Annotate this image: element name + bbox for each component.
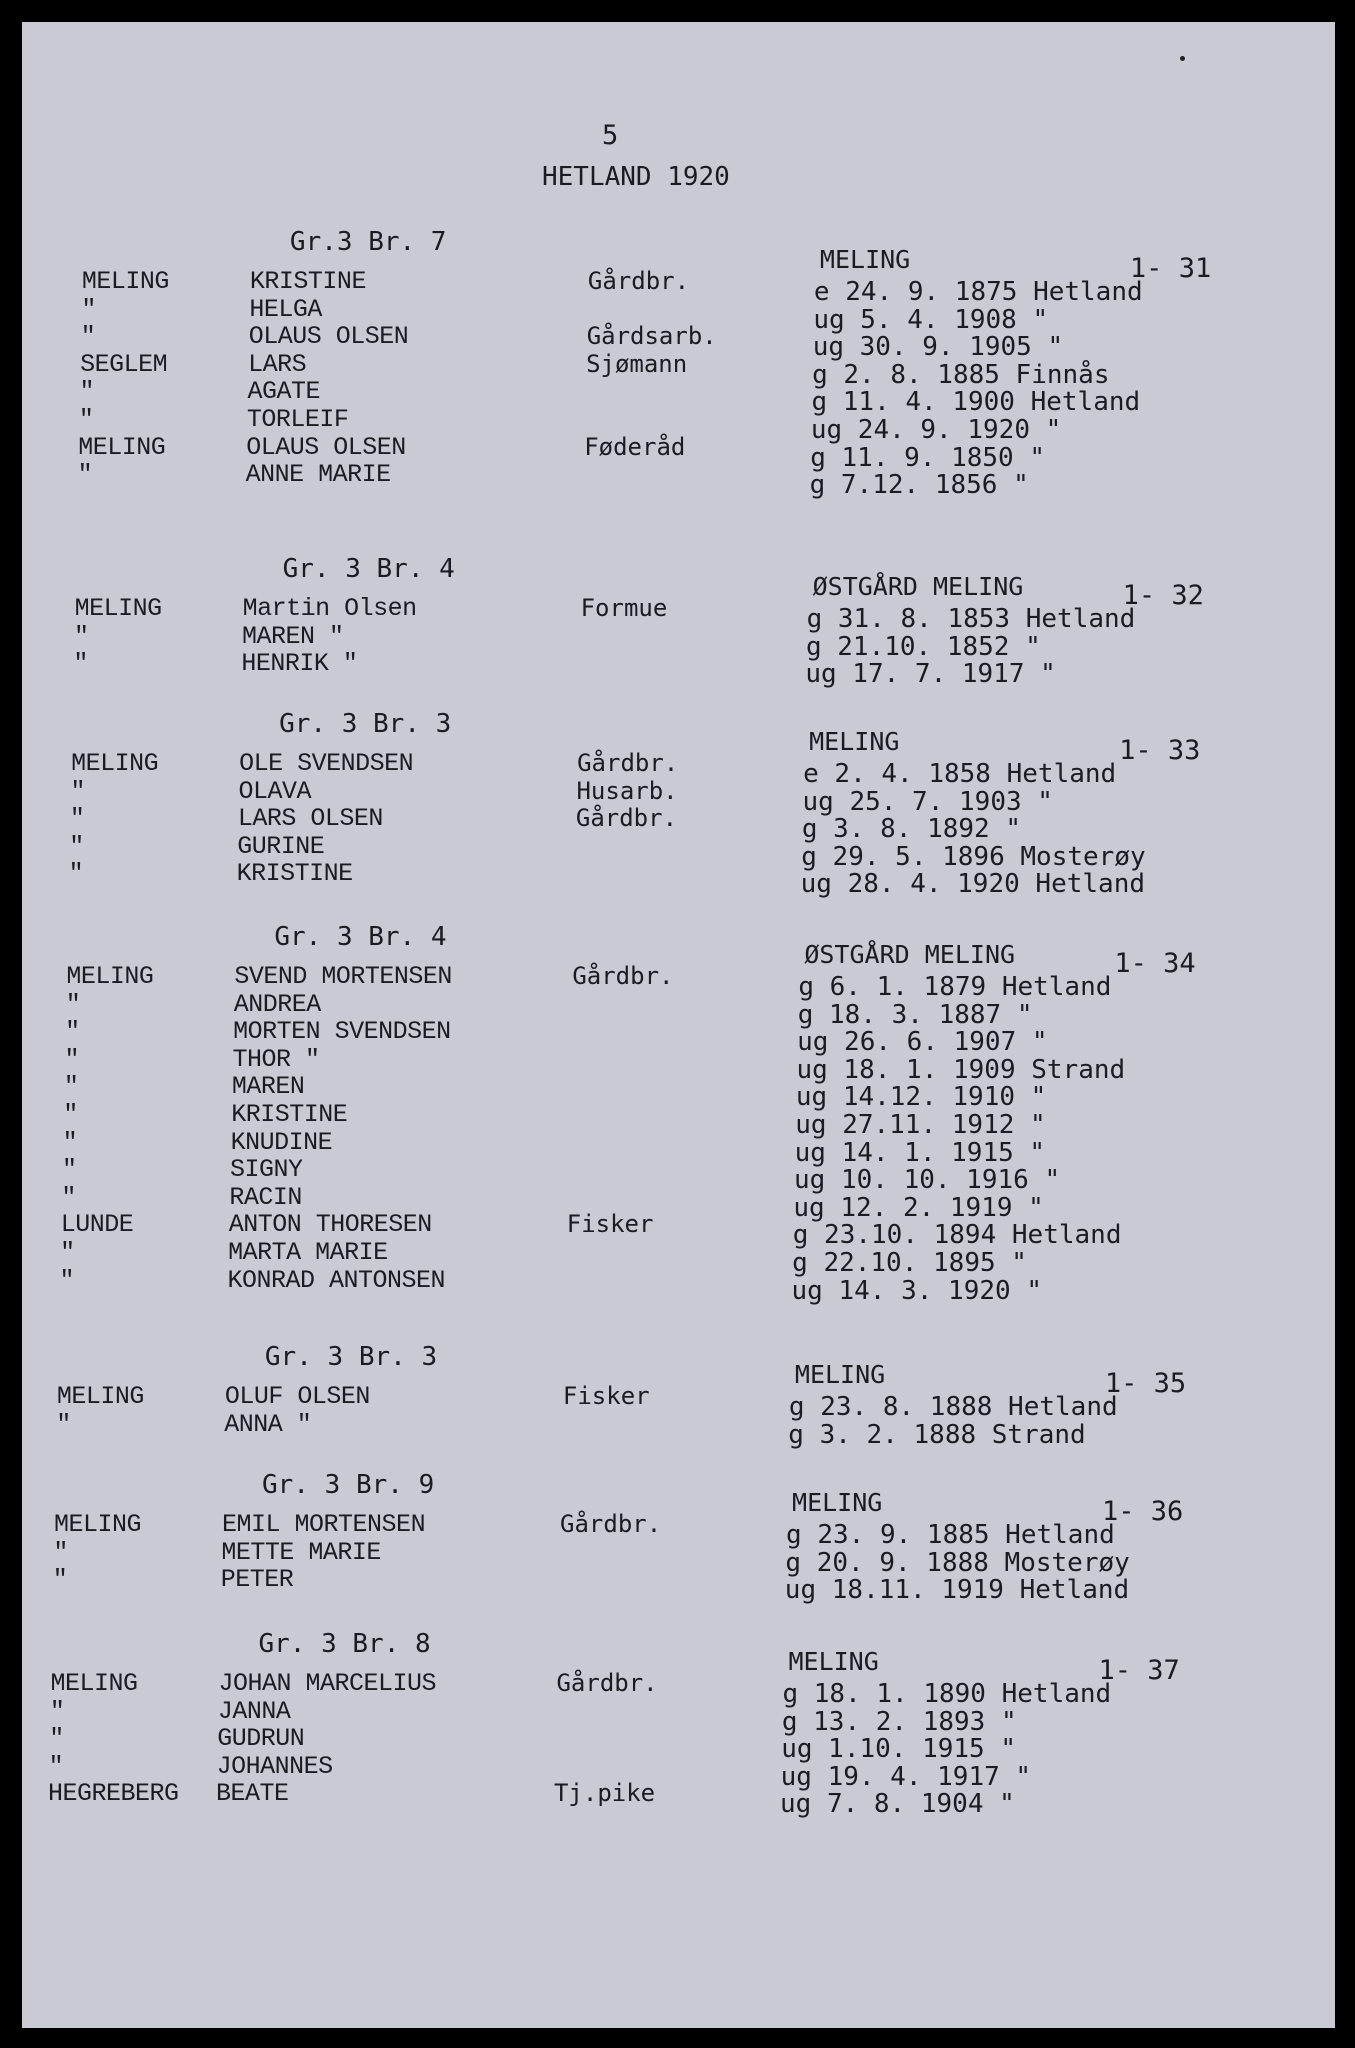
given-name: ANTON THORESEN — [228, 1210, 432, 1240]
birth-date: g 23.10. 1894 Hetland — [792, 1220, 1122, 1251]
household-number: 1- 32 — [1122, 580, 1204, 611]
surname: " — [52, 1565, 68, 1595]
surname: HEGREBERG — [47, 1779, 179, 1809]
birth-date: g 23. 8. 1888 Hetland — [788, 1392, 1118, 1422]
surname: " — [49, 1724, 64, 1754]
group-number: Gr. 3 Br. 4 — [282, 554, 455, 584]
given-name: ANDREA — [233, 989, 321, 1019]
surname: " — [62, 1127, 78, 1157]
occupation: Formue — [580, 594, 668, 622]
given-name: MORTEN SVENDSEN — [233, 1017, 451, 1047]
surname: " — [60, 1238, 75, 1267]
household-number: 1- 31 — [1129, 253, 1212, 284]
birth-date: ug 28. 4. 1920 Hetland — [800, 869, 1145, 900]
occupation: Gårdbr. — [577, 749, 679, 777]
group-number: Gr. 3 Br. 9 — [262, 1470, 435, 1500]
ink-dot — [1180, 56, 1185, 61]
birth-date: ug 30. 9. 1905 " — [812, 332, 1064, 363]
farm-name: MELING — [819, 245, 911, 274]
birth-date: ug 18.11. 1919 Hetland — [784, 1575, 1130, 1606]
surname: " — [63, 1100, 78, 1129]
farm-name: MELING — [792, 1488, 883, 1517]
given-name: HELGA — [249, 294, 322, 324]
given-name: KONRAD ANTONSEN — [227, 1265, 446, 1295]
given-name: EMIL MORTENSEN — [222, 1510, 426, 1539]
given-name: TORLEIF — [246, 405, 349, 434]
group-number: Gr. 3 Br. 8 — [258, 1629, 431, 1659]
birth-date: g 7.12. 1856 " — [809, 470, 1029, 501]
surname: " — [70, 776, 85, 806]
farm-name: ØSTGÅRD MELING — [812, 572, 1024, 601]
birth-date: g 18. 3. 1887 " — [797, 999, 1033, 1030]
occupation: Gårdbr. — [587, 267, 690, 295]
given-name: KNUDINE — [230, 1127, 333, 1157]
birth-date: g 3. 2. 1888 Strand — [788, 1419, 1086, 1450]
occupation: Gårdsarb. — [586, 322, 717, 351]
occupation: Føderåd — [584, 432, 686, 461]
page-number: 5 — [602, 120, 619, 151]
given-name: THOR " — [232, 1044, 320, 1074]
given-name: RACIN — [229, 1182, 302, 1212]
birth-date: g 21.10. 1852 " — [805, 631, 1041, 662]
given-name: SIGNY — [230, 1155, 303, 1185]
given-name: PETER — [220, 1565, 294, 1595]
group-number: Gr. 3 Br. 4 — [274, 922, 447, 952]
given-name: KRISTINE — [231, 1100, 348, 1129]
surname: " — [69, 831, 84, 861]
surname: MELING — [50, 1669, 138, 1698]
given-name: SVEND MORTENSEN — [234, 962, 452, 991]
given-name: MAREN " — [241, 621, 344, 651]
surname: " — [62, 1155, 77, 1185]
surname: MELING — [78, 432, 166, 462]
given-name: AGATE — [247, 377, 320, 407]
farm-name: MELING — [788, 1647, 879, 1676]
surname: " — [61, 1182, 76, 1212]
given-name: KRISTINE — [236, 859, 353, 889]
birth-date: g 20. 9. 1888 Mosterøy — [785, 1547, 1130, 1578]
given-name: LARS — [248, 349, 307, 379]
surname: " — [73, 649, 88, 679]
surname: SEGLEM — [80, 349, 168, 379]
group-number: Gr.3 Br. 7 — [289, 227, 447, 257]
surname: " — [48, 1751, 64, 1781]
page-title: HETLAND 1920 — [542, 162, 730, 192]
birth-date: ug 18. 1. 1909 Strand — [796, 1054, 1126, 1085]
birth-date: ug 19. 4. 1917 " — [780, 1761, 1032, 1792]
surname: MELING — [54, 1510, 142, 1539]
surname: " — [69, 804, 85, 834]
household-number: 1- 37 — [1098, 1655, 1180, 1686]
occupation: Gårdbr. — [575, 804, 678, 833]
birth-date: e 2. 4. 1858 Hetland — [803, 759, 1117, 789]
birth-date: e 24. 9. 1875 Hetland — [813, 277, 1143, 307]
given-name: ANNA " — [224, 1409, 312, 1439]
birth-date: ug 24. 9. 1920 " — [810, 415, 1062, 445]
birth-date: g 29. 5. 1896 Mosterøy — [801, 841, 1146, 872]
birth-date: ug 27.11. 1912 " — [795, 1110, 1046, 1140]
given-name: KRISTINE — [249, 267, 366, 296]
occupation: Fisker — [562, 1382, 650, 1410]
household-number: 1- 36 — [1102, 1496, 1184, 1527]
surname: LUNDE — [60, 1210, 134, 1240]
given-name: OLAVA — [238, 776, 311, 806]
given-name: OLAUS OLSEN — [248, 322, 409, 352]
group-number: Gr. 3 Br. 3 — [279, 709, 452, 739]
group-number: Gr. 3 Br. 3 — [264, 1342, 438, 1372]
birth-date: ug 12. 2. 1919 " — [793, 1192, 1044, 1223]
surname: MELING — [81, 267, 169, 296]
farm-name: MELING — [809, 727, 900, 756]
birth-date: g 3. 8. 1892 " — [801, 814, 1022, 845]
given-name: LARS OLSEN — [237, 804, 383, 834]
given-name: BEATE — [215, 1779, 289, 1809]
given-name: HENRIK " — [241, 649, 358, 679]
given-name: ANNE MARIE — [245, 460, 391, 490]
birth-date: g 18. 1. 1890 Hetland — [782, 1679, 1112, 1709]
birth-date: g 13. 2. 1893 " — [781, 1706, 1017, 1737]
birth-date: g 11. 4. 1900 Hetland — [811, 387, 1141, 418]
occupation: Gårdbr. — [556, 1669, 658, 1697]
farm-name: MELING — [794, 1360, 886, 1389]
birth-date: ug 5. 4. 1908 " — [813, 304, 1049, 335]
birth-date: g 23. 9. 1885 Hetland — [786, 1520, 1115, 1550]
birth-date: g 31. 8. 1853 Hetland — [806, 604, 1136, 634]
birth-date: ug 17. 7. 1917 " — [805, 659, 1056, 690]
occupation: Husarb. — [576, 776, 678, 805]
surname: " — [63, 1072, 79, 1102]
surname: " — [53, 1537, 68, 1567]
given-name: Martin Olsen — [242, 594, 417, 623]
surname: " — [78, 405, 94, 434]
occupation: Fisker — [566, 1210, 654, 1239]
birth-date: ug 14.12. 1910 " — [795, 1082, 1047, 1113]
birth-date: ug 7. 8. 1904 " — [779, 1789, 1015, 1820]
birth-date: ug 14. 3. 1920 " — [791, 1275, 1042, 1306]
surname: " — [49, 1696, 65, 1726]
surname: MELING — [56, 1382, 144, 1411]
farm-name: ØSTGÅRD MELING — [804, 940, 1016, 969]
birth-date: ug 25. 7. 1903 " — [802, 786, 1053, 817]
birth-date: ug 26. 6. 1907 " — [797, 1027, 1048, 1058]
occupation: Tj.pike — [553, 1779, 656, 1808]
household-number: 1- 35 — [1104, 1368, 1187, 1399]
birth-date: ug 1.10. 1915 " — [781, 1734, 1017, 1765]
surname: " — [64, 1044, 79, 1074]
surname: MELING — [66, 962, 154, 991]
occupation: Sjømann — [586, 349, 688, 378]
surname: " — [77, 460, 93, 490]
given-name: MAREN — [231, 1072, 305, 1102]
given-name: METTE MARIE — [221, 1537, 381, 1567]
household-number: 1- 33 — [1119, 735, 1201, 766]
birth-date: g 11. 9. 1850 " — [810, 442, 1046, 473]
surname: " — [73, 621, 89, 651]
given-name: GURINE — [237, 831, 325, 861]
birth-date: ug 14. 1. 1915 " — [794, 1137, 1046, 1168]
surname: MELING — [71, 749, 159, 778]
given-name: OLAUS OLSEN — [246, 432, 406, 462]
given-name: GUDRUN — [217, 1724, 305, 1754]
given-name: MARTA MARIE — [228, 1238, 388, 1267]
surname: " — [80, 322, 96, 352]
birth-date: ug 10. 10. 1916 " — [794, 1165, 1061, 1196]
household-number: 1- 34 — [1114, 948, 1196, 979]
surname: " — [68, 859, 84, 889]
birth-date: g 6. 1. 1879 Hetland — [798, 972, 1112, 1002]
given-name: OLUF OLSEN — [224, 1382, 370, 1411]
given-name: OLE SVENDSEN — [239, 749, 414, 778]
birth-date: g 2. 8. 1885 Finnås — [812, 359, 1110, 390]
given-name: JOHAN MARCELIUS — [218, 1669, 437, 1698]
document-page — [22, 22, 1335, 2028]
surname: " — [56, 1409, 71, 1439]
birth-date: g 22.10. 1895 " — [792, 1248, 1027, 1278]
occupation: Gårdbr. — [572, 962, 674, 990]
surname: " — [59, 1265, 75, 1295]
surname: " — [65, 1017, 80, 1047]
given-name: JOHANNES — [216, 1751, 333, 1781]
given-name: JANNA — [217, 1696, 291, 1726]
surname: " — [79, 377, 94, 407]
occupation: Gårdbr. — [560, 1510, 662, 1538]
surname: " — [65, 989, 81, 1019]
surname: " — [81, 294, 96, 324]
surname: MELING — [74, 594, 162, 623]
